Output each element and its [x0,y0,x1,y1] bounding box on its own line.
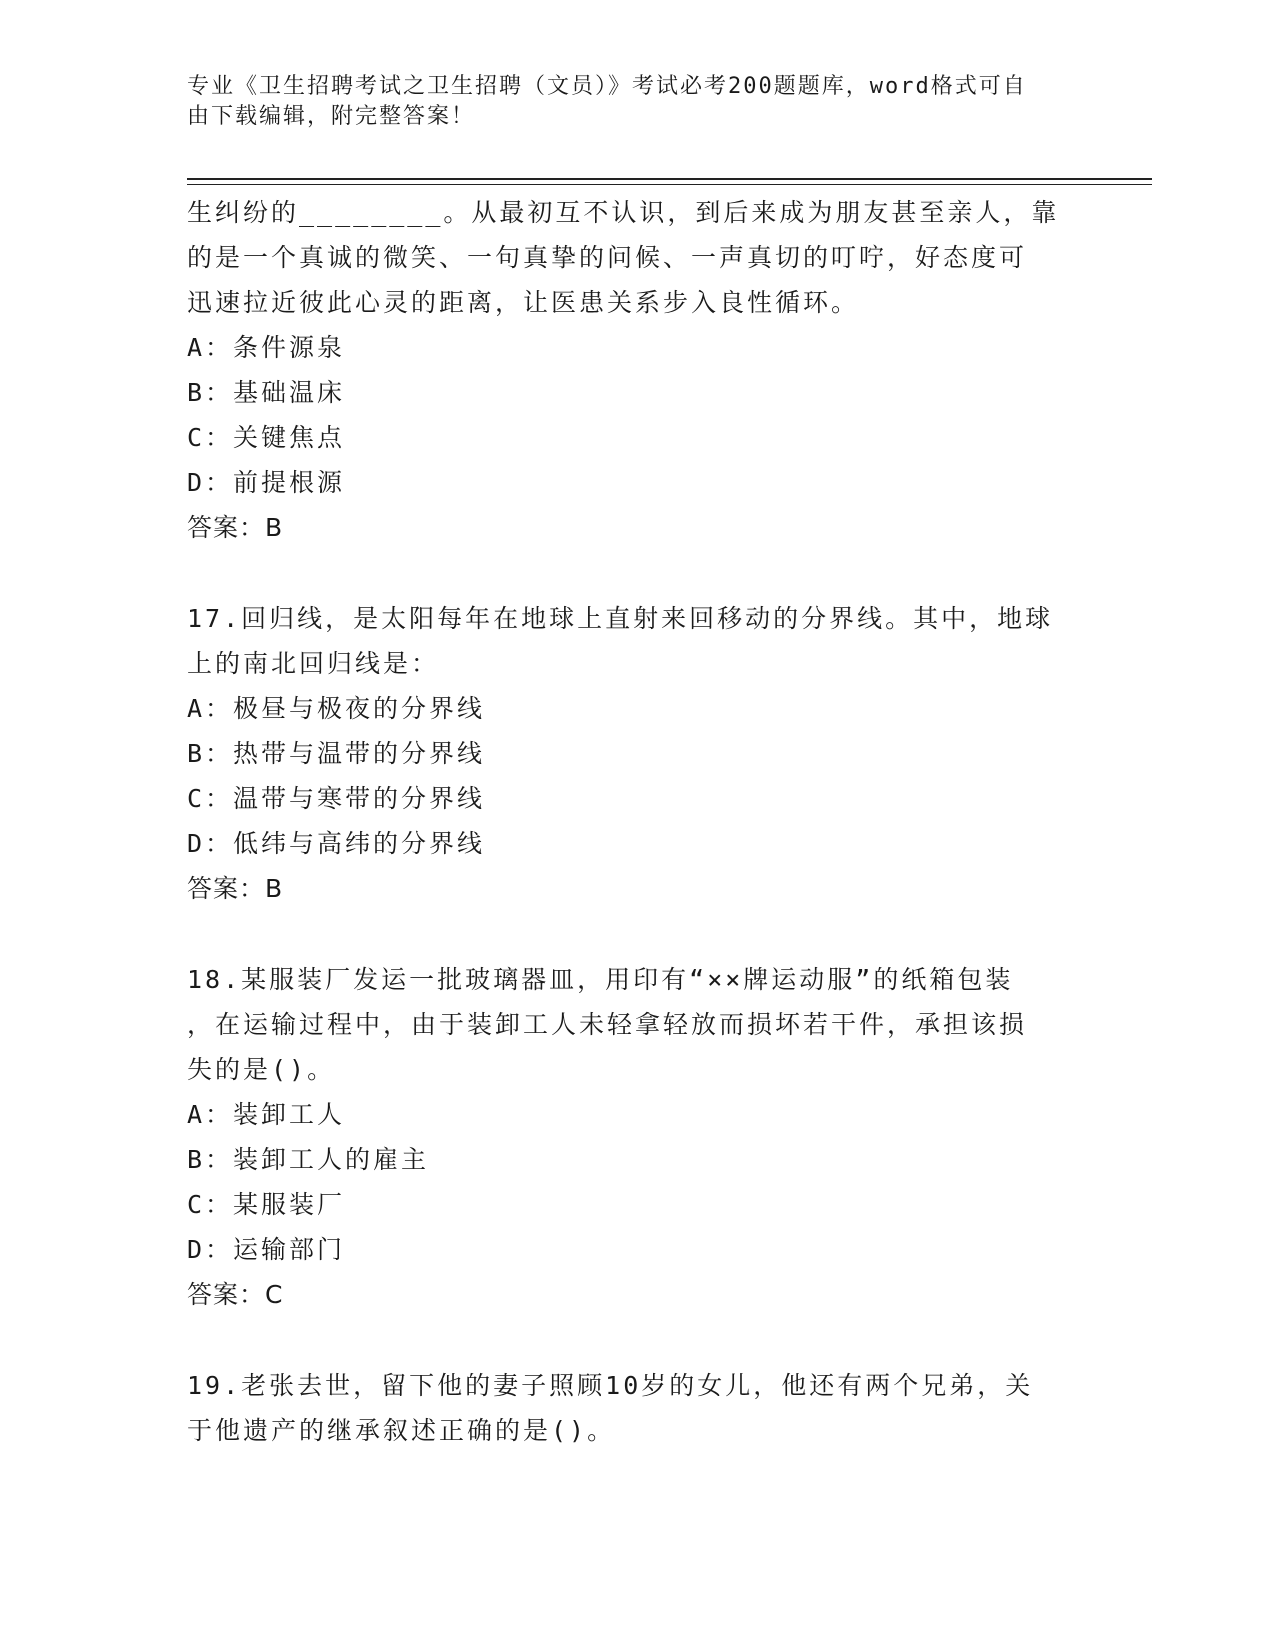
question-text-line: 18.某服装厂发运一批玻璃器皿，用印有“××牌运动服”的纸箱包装 [187,965,1014,994]
question-text-line: 19.老张去世，留下他的妻子照顾10岁的女儿，他还有两个兄弟，关 [187,1371,1034,1400]
question-text-line: ，在运输过程中，由于装卸工人未轻拿轻放而损坏若干件，承担该损 [187,1010,1028,1039]
question-text-line: 失的是()。 [187,1055,336,1084]
question-16 [187,190,1087,550]
document-header [187,72,1067,132]
option-c: C：关键焦点 [187,423,346,452]
option-a: A：极昼与极夜的分界线 [187,694,486,723]
question-text-line: 17.回归线，是太阳每年在地球上直射来回移动的分界线。其中，地球 [187,604,1054,633]
question-text-line: 上的南北回归线是： [187,649,440,678]
option-c: C：温带与寒带的分界线 [187,784,486,813]
question-text-line: 生纠纷的________。从最初互不认识，到后来成为朋友甚至亲人，靠 [187,198,1060,227]
option-b: B：基础温床 [187,378,346,407]
option-d: D：前提根源 [187,468,346,497]
answer-line: 答案：B [187,874,284,903]
option-d: D：运输部门 [187,1235,346,1264]
option-b: B：装卸工人的雇主 [187,1145,430,1174]
header-rule-thin [187,184,1152,185]
header-line-1: 专业《卫生招聘考试之卫生招聘（文员）》考试必考200题题库，word格式可自 [187,74,1027,99]
question-text-line: 于他遗产的继承叙述正确的是()。 [187,1416,616,1445]
option-d: D：低纬与高纬的分界线 [187,829,486,858]
question-19 [187,1363,1087,1453]
question-content [187,190,1087,1453]
header-line-2: 由下载编辑，附完整答案！ [187,104,476,129]
question-17 [187,596,1087,911]
question-18 [187,957,1087,1317]
answer-line: 答案：C [187,1280,284,1309]
option-c: C：某服装厂 [187,1190,346,1219]
answer-line: 答案：B [187,513,284,542]
header-rule [187,178,1152,180]
option-a: A：装卸工人 [187,1100,346,1129]
option-a: A：条件源泉 [187,333,346,362]
question-text-line: 迅速拉近彼此心灵的距离，让医患关系步入良性循环。 [187,288,860,317]
option-b: B：热带与温带的分界线 [187,739,486,768]
question-text-line: 的是一个真诚的微笑、一句真挚的问候、一声真切的叮咛，好态度可 [187,243,1028,272]
